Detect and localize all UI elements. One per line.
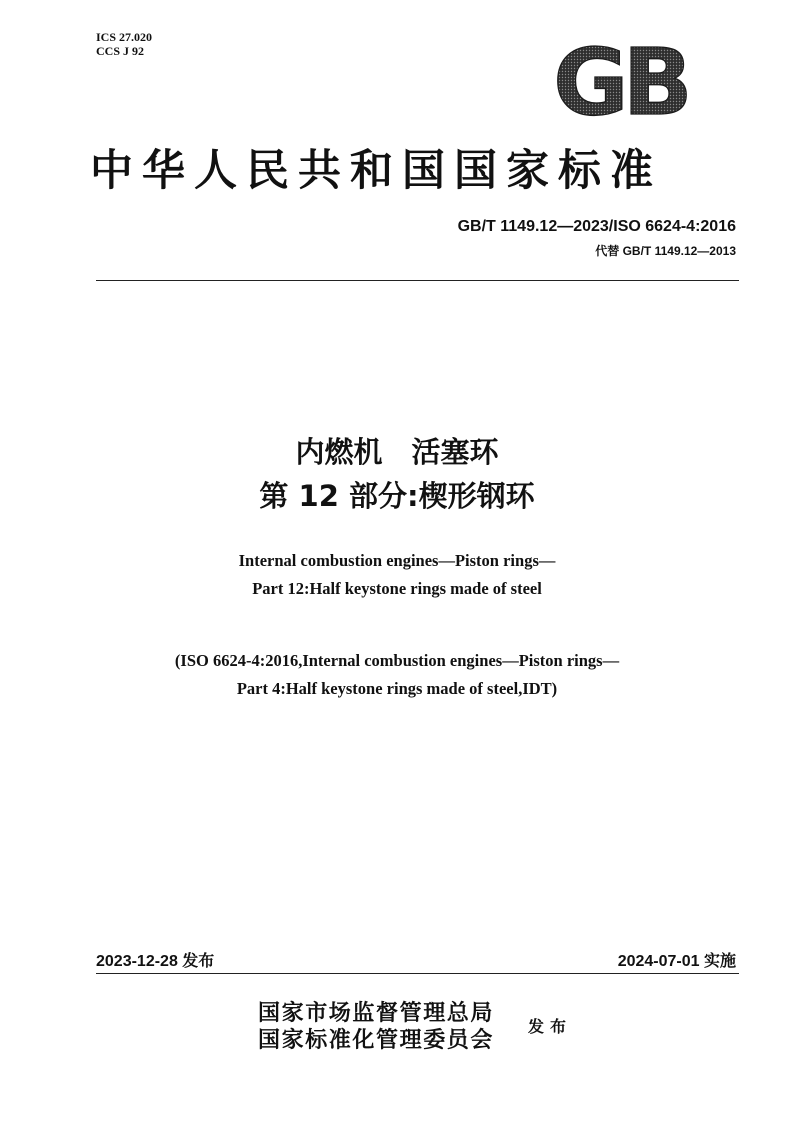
english-title-line-2: Part 12:Half keystone rings made of steel xyxy=(252,579,542,598)
implementation-date: 2024-07-01 实施 xyxy=(617,953,736,970)
iso-reference-line-1: (ISO 6624-4:2016,Internal combustion engines—Piston rings— xyxy=(174,651,620,670)
footer-divider xyxy=(96,973,739,974)
national-standard-title: 中华人民共和国国家标准 xyxy=(90,146,662,196)
iso-reference-line-2: Part 4:Half keystone rings made of steel,IDT) xyxy=(236,679,558,698)
issue-date: 2023-12-28 发布 xyxy=(96,953,215,970)
issuer-sac: 国家标准化管理委员会 xyxy=(258,1027,495,1053)
ics-code: ICS 27.020 xyxy=(96,30,153,44)
gb-logo-text: GB xyxy=(553,40,687,122)
gb-logo xyxy=(540,40,700,122)
standard-number: GB/T 1149.12—2023/ISO 6624-4:2016 xyxy=(457,218,736,235)
ccs-code: CCS J 92 xyxy=(96,44,145,58)
publish-label: 发布 xyxy=(528,1017,573,1036)
classification-codes xyxy=(96,30,152,58)
english-title-line-1: Internal combustion engines—Piston rings— xyxy=(238,551,556,570)
replaces-standard: 代替 GB/T 1149.12—2013 xyxy=(595,244,736,258)
header-divider xyxy=(96,280,739,281)
chinese-title-line-2: 第 12 部分:楔形钢环 xyxy=(259,479,535,513)
chinese-title-line-1: 内燃机 活塞环 xyxy=(295,435,499,469)
issuer-samr: 国家市场监督管理总局 xyxy=(258,1000,495,1026)
